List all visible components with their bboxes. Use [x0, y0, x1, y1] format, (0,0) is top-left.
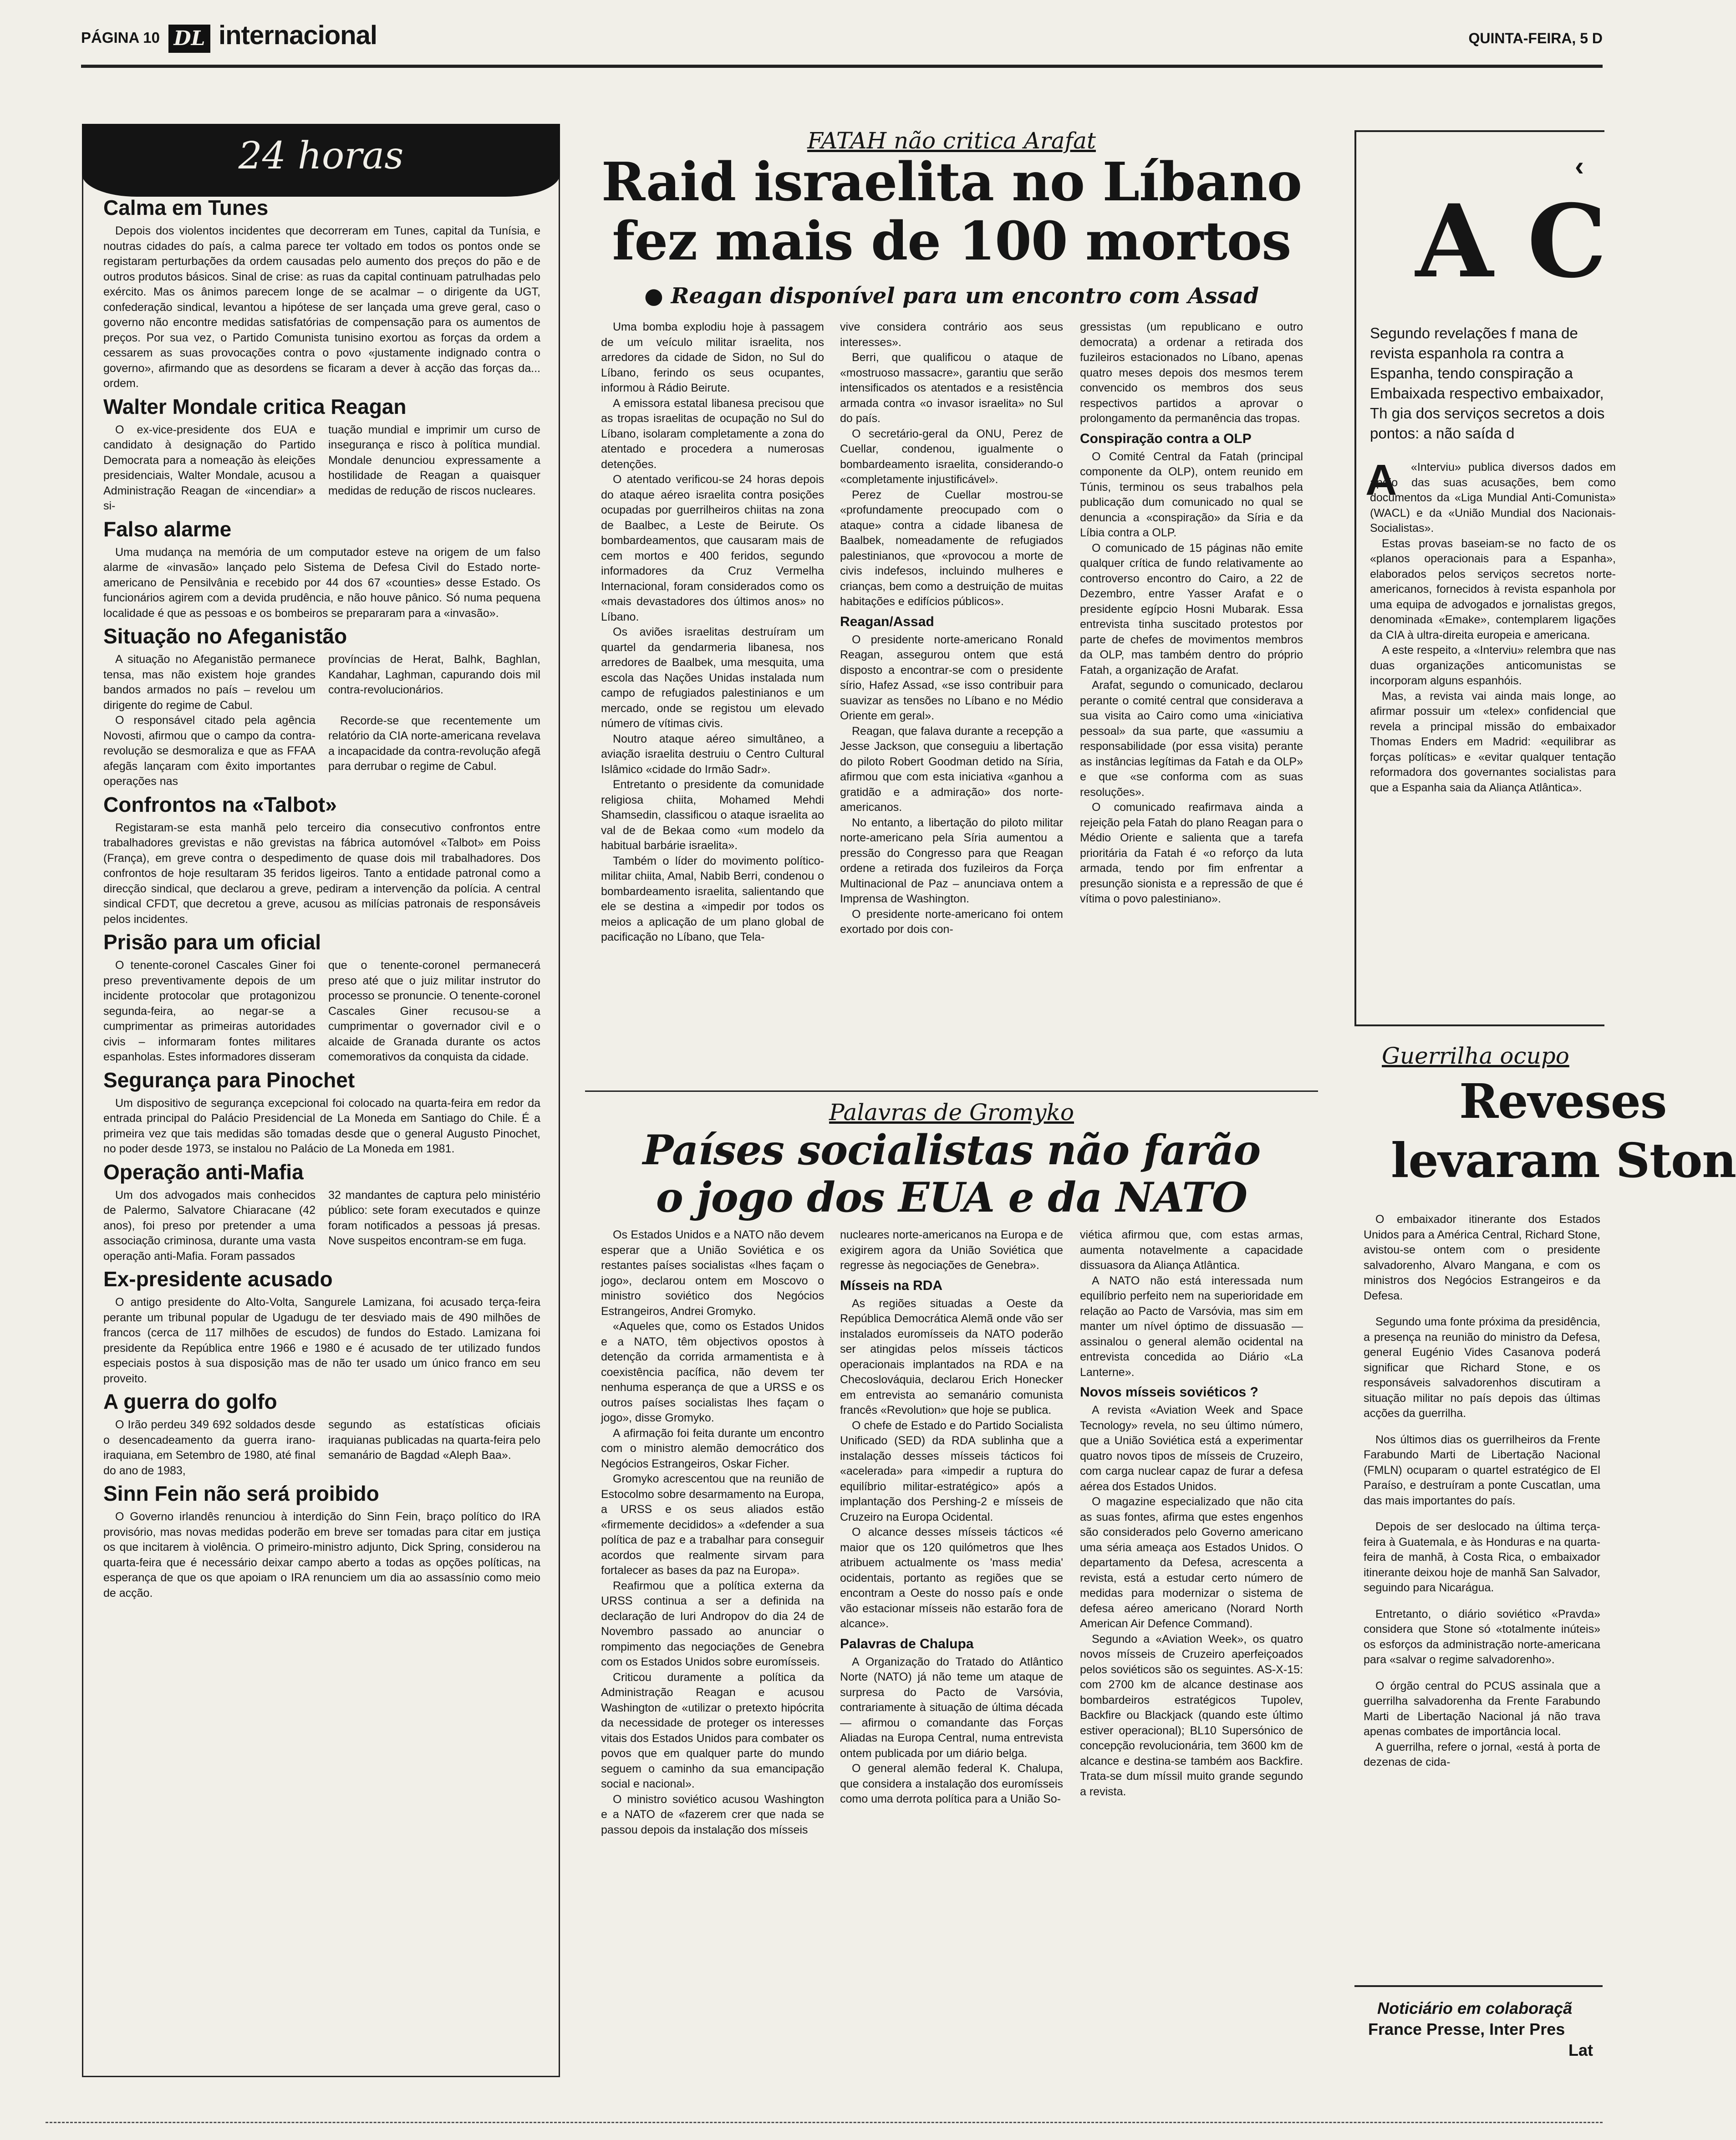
- paragraph: O tenente-coronel Cascales Giner foi preso preventivamente depois de um incidente protocolar que protagonizou segunda-feira, ao negar-se a cumprimentar as primeiras autoridades civis – informaram fontes militares espanholas. Estes informadores disseram: [103, 959, 316, 1063]
- paragraph: vive considera contrário aos seus interesses».: [840, 321, 1063, 349]
- story-subhead: Novos mísseis soviéticos ?: [1080, 1385, 1258, 1400]
- text-column: [103, 1188, 316, 1264]
- news-item-headline: Calma em Tunes: [103, 196, 269, 219]
- paragraph: Arafat, segundo o comunicado, declarou perante o comité central que considerava a sua visita ao Cairo como uma «iniciativa pessoal» da sua parte, que «assumiu a responsabilidade (por essa visita) perante as instâncias legítimas da Fatah e da OLP» e que «se conforma com as suas resoluções».: [1080, 679, 1303, 799]
- bottom-dotted-rule: [46, 2122, 1603, 2123]
- section-name: internacional: [219, 20, 377, 50]
- header-rule: [81, 65, 1603, 68]
- paragraph: As regiões situadas a Oeste da República Democrática Alemã onde vão ser instalados euromísseis da NATO poderão ser atingidas pelos mísseis tácticos operacionais implantados na RDA e na Checoslováquia, declarou Erich Honecker em entrevista ao semanário comunista francês «Revolution» que hoje se publica.: [840, 1297, 1063, 1416]
- news-item-headline: Operação anti-Mafia: [103, 1160, 304, 1184]
- page-date: QUINTA-FEIRA, 5 D: [1468, 30, 1603, 46]
- news-item-body: [103, 1417, 540, 1478]
- news-item-body: [103, 1096, 540, 1157]
- news-item: [103, 394, 540, 514]
- text-column: [103, 652, 316, 790]
- left-items: [103, 193, 540, 1601]
- paragraph: O atentado verificou-se 24 horas depois do ataque aéreo israelita contra posições ocupadas por guerrilheiros chiitas na zona de Baalbec, a Leste de Beirute. Os bombardeamentos, que causaram mais de cem mortos e 400 feridos, segundo informadores da Cruz Vermelha Internacional, foram considerados como os «mais devastadores dos últimos anos» no Líbano.: [601, 473, 824, 623]
- paragraph: A revista «Aviation Week and Space Tecnology» revela, no seu último número, que a União Soviética está a experimentar quatro novos tipos de mísseis de Cruzeiro, com carga nuclear capaz de furar a defesa aérea dos Estados Unidos.: [1080, 1404, 1303, 1493]
- story-divider: [585, 1090, 1318, 1092]
- news-item: [103, 930, 540, 1065]
- news-item: [103, 195, 540, 392]
- paragraph: O ministro soviético acusou Washington e a NATO de «fazerem crer que nada se passou depois da instalação dos mísseis: [601, 1793, 824, 1836]
- paragraph: A guerrilha, refere o jornal, «está à porta de dezenas de cida-: [1364, 1740, 1600, 1768]
- news-item-body: [103, 820, 540, 927]
- paragraph: Os Estados Unidos e a NATO não devem esperar que a União Soviética e os restantes países socialistas «lhes façam o jogo», declarou ontem em Moscovo o ministro soviético dos Negócios Estrangeiros, Andrei Gromyko.: [601, 1228, 824, 1318]
- news-item-body: [103, 423, 540, 514]
- story-subhead: Mísseis na RDA: [840, 1278, 943, 1293]
- story-column: [840, 1228, 1063, 1807]
- news-item-headline: A guerra do golfo: [103, 1390, 277, 1413]
- second-story: [583, 1093, 1320, 2135]
- story-headline: levaram Ston: [1391, 1132, 1736, 1188]
- paragraph: Um dispositivo de segurança excepcional foi colocado na quarta-feira em redor da entrada principal do Palácio Presidencial de La Moneda em Santiago do Chile. É a primeira vez que tais medidas são tomadas desde que o general Augusto Pinochet, no poder desde 1973, se instalou no Palácio de La Moneda em 1981.: [103, 1096, 540, 1155]
- news-item-body: [103, 545, 540, 622]
- news-item-body: [103, 1509, 540, 1601]
- paragraph: A este respeito, a «Interviu» relembra que nas duas organizações anticomunistas se incorporam alguns espanhóis.: [1370, 644, 1616, 687]
- paragraph: Segundo uma fonte próxima da presidência, a presença na reunião do ministro da Defesa, general Eugénio Vides Casanova poderá significar que Richard Stone, e os responsáveis salvadorenhos discutiram a situação militar no país depois das últimas acções da guerrilha.: [1364, 1315, 1600, 1420]
- news-item-headline: Ex-presidente acusado: [103, 1267, 333, 1291]
- paragraph: Estas provas baseiam-se no facto de os «planos operacionais para a Espanha», elaborados pelos serviços secretos norte-americanos, fornecidos à revista espanhola por uma equipa de advogados e jornalistas gregos, denominada «Emake», contemplarem ligações da CIA à ultra-direita europeia e americana.: [1370, 537, 1616, 642]
- paragraph: Segundo a «Aviation Week», os quatro novos mísseis de Cruzeiro aperfeiçoados pelos soviéticos são os seguintes. AS-X-15: com 2700 km de alcance destinase aos bombardeiros estratégicos Tupolev, Backfire ou Blackjack (quando este último estiver operacional); BL10 Supersónico de concepção revolucionária, tem 3600 km de alcance e destina-se também aos Backfire. Trata-se dum míssil muito grande segundo a revista.: [1080, 1632, 1303, 1798]
- news-item-headline: Sinn Fein não será proibido: [103, 1482, 379, 1505]
- paragraph: Reagan, que falava durante a recepção a Jesse Jackson, que conseguiu a libertação do piloto Robert Goodman detido na Síria, afirmou que com esta iniciativa «ganhou a gratidão e a admiração» dos norte-americanos.: [840, 724, 1063, 814]
- news-item-headline: Segurança para Pinochet: [103, 1068, 355, 1092]
- paragraph: Uma mudança na memória de um computador esteve na origem de um falso alarme de «invasão» lançado pelo Sistema de Defesa Civil do Estado norte-americano de Pensilvânia e recebido por 44 dos 67 «counties» desse Estado. Os funcionários agirem com a devida prudência, e não houve pânico. Só numa pequena localidade é que as pessoas e os bombeiros se prepararam para a «invasão».: [103, 545, 540, 620]
- story-kicker: Guerrilha ocupo: [1382, 1043, 1569, 1069]
- story-headline: Raid israelita no Líbano: [601, 151, 1302, 213]
- story-column: [1080, 320, 1303, 907]
- story-subhead: Reagan/Assad: [840, 614, 934, 629]
- paragraph: O embaixador itinerante dos Estados Unidos para a América Central, Richard Stone, avistou-se ontem com o presidente salvadorenho, Alvaro Mangana, e com os ministros dos Negócios Estrangeiros e da Defesa.: [1364, 1213, 1600, 1302]
- news-item-body: [103, 1188, 540, 1264]
- news-item-body: [103, 958, 540, 1065]
- paragraph: O chefe de Estado e do Partido Socialista Unificado (SED) da RDA sublinha que a instalação desses mísseis tácticos foi «acelerada» para «impedir a ruptura do equilíbrio militar-estratégico» após a implantação dos Pershing-2 e mísseis de Cruzeiro na Europa Ocidental.: [840, 1419, 1063, 1523]
- paragraph: O antigo presidente do Alto-Volta, Sangurele Lamizana, foi acusado terça-feira perante um tribunal popular de Ugadugu de ter desviado mais de 490 milhões de francos (cerca de 117 milhões de escudos) de fundos do Estado. Lamizana foi presidente da República entre 1966 e 1980 e é acusado de ter utilizado fundos especiais postos à sua disposição mas de não ter usado um único franco em seu proveito.: [103, 1296, 540, 1385]
- paragraph: Depois dos violentos incidentes que decorreram em Tunes, capital da Tunísia, e noutras cidades do país, a calma parece ter voltado em todos os pontos onde se registaram perturbações da ordem causadas pelo aumento dos preços do pão e de outros produtos básicos. Sinal de crise: as ruas da capital continuam patrulhadas pelo exército. Mas os ânimos parecem longe de se acalmar – o dirigente da UGT, confederação sindical, levantou a hipótese de ser lançada uma greve geral, caso o governo não encontre medidas satisfatórias de compensação para os aumentos de preços. Por sua vez, o Partido Comunista tunisino exortou as forças da ordem a cessarem as suas provocações contra o povo «justamente indignado contra o governo», afirmando que as desordens se ficaram a dever à acção das forças da... ordem.: [103, 224, 540, 390]
- paragraph: Reafirmou que a política externa da URSS continua a ser a definida na declaração de Iuri Andropov do dia 24 de Novembro passado ao anunciar o rompimento das negociações de Genebra com os Estados Unidos sobre euromísseis.: [601, 1579, 824, 1668]
- paragraph: Berri, que qualificou o ataque de «mostruoso massacre», garantiu que serão intensificados os atentados e a resistência armada contra «o invasor israelita» no Sul do país.: [840, 351, 1063, 425]
- paragraph: A NATO não está interessada num equilíbrio perfeito nem na superioridade em relação ao Pacto de Varsóvia, mas sim em manter um nível óptimo de dissuasão — assinalou o general alemão ocidental na entrevista concedida ao Diário «La Lanterne».: [1080, 1274, 1303, 1379]
- paragraph: «Interviu» publica diversos dados em apoio das suas acusações, bem como documentos da «Liga Mundial Anti-Comunista» (WACL) e da «União Mundial dos Nacionais-Socialistas».: [1370, 461, 1616, 535]
- box-24-horas: [82, 124, 560, 2077]
- story-column: [840, 320, 1063, 938]
- paragraph: viética afirmou que, com estas armas, aumenta notavelmente a capacidade dissuasora da Aliança Atlântica.: [1080, 1228, 1303, 1272]
- paragraph: A situação no Afeganistão permanece tensa, mas não existem hoje grandes bandos armados no país – revelou um dirigente do regime de Cabul.: [103, 653, 316, 712]
- page-number: PÁGINA 10: [81, 29, 160, 46]
- footer-rule: [1354, 1985, 1603, 1987]
- paragraph: 32 mandantes de captura pelo ministério público: sete foram executados e quinze foram notificados a pessoas já presas. Nove suspeitos encontram-se em fuga.: [328, 1188, 540, 1247]
- paragraph: A Organização do Tratado do Atlântico Norte (NATO) já não teme um ataque de surpresa do Pacto de Varsóvia, contrariamente à situação de última década — afirmou o comandante das Forças Aliadas na Europa Central, numa entrevista ontem publicada por um diário belga.: [840, 1655, 1063, 1760]
- paragraph: O comunicado de 15 páginas não emite qualquer crítica de fundo relativamente ao controverso encontro do Cairo, a 22 de Dezembro, entre Yasser Arafat e o presidente egípcio Hosni Mubarak. Essa entrevista tinha suscitado protestos por parte de chefes de movimentos membros da OLP, mas também dentro do próprio Fatah, a organização de Arafat.: [1080, 541, 1303, 677]
- logo: DL: [168, 25, 210, 53]
- paragraph: Também o líder do movimento político-militar chiita, Amal, Nabib Berri, condenou o bombardeamento israelita, salientando que ele se destina a «impedir por todos os meios a aplicação de um plano global de pacificação no Líbano, que Tela-: [601, 854, 824, 943]
- paragraph: gressistas (um republicano e outro democrata) a ordenar a retirada dos fuzileiros estacionados no Líbano, apenas quatro meses depois dos mesmos terem convencido os membros dos seus respectivos partidos a aprovar o prolongamento da permanência das tropas.: [1080, 321, 1303, 425]
- paragraph: Gromyko acrescentou que na reunião de Estocolmo sobre desarmamento na Europa, a URSS e os seus aliados estão «firmemente decididos» a «defender a sua política de paz e a trabalhar para conseguir acordos que realmente sirvam para fortalecer as bases da paz na Europa».: [601, 1473, 824, 1577]
- text-column: [103, 1417, 316, 1478]
- paragraph: que o tenente-coronel permanecerá preso até que o juiz militar instrutor do processo se pronuncie. O tenente-coronel Cascales Giner recusou-se a cumprimentar o governador civil e o alcaide de Granada durante os actos comemorativos da conquista da cidade.: [328, 959, 540, 1063]
- paragraph: Entretanto o presidente da comunidade religiosa chiita, Mohamed Mehdi Shamsedin, classificou o ataque israelita ao val de de Bekaa como «um modelo da habitual barbárie israelita».: [601, 778, 824, 852]
- paragraph: O secretário-geral da ONU, Perez de Cuellar, condenou, igualmente o bombardeamento israelita, considerando-o «completamente injustificável».: [840, 427, 1063, 486]
- paragraph: O órgão central do PCUS assinala que a guerrilha salvadorenha da Frente Farabundo Marti de Libertação Nacional já não trava apenas combates de importância local.: [1364, 1679, 1600, 1738]
- news-item-headline: Confrontos na «Talbot»: [103, 792, 337, 816]
- text-column: [328, 958, 540, 1065]
- paragraph: tuação mundial e imprimir um curso de insegurança e risco à política mundial. Mondale denunciou expressamente a hostilidade de Reagan a quaisquer medidas de redução de riscos nucleares.: [328, 423, 540, 497]
- paragraph: nucleares norte-americanos na Europa e de exigirem agora da União Soviética que regresse às negociações de Genebra».: [840, 1228, 1063, 1272]
- right-box-body: [1370, 460, 1616, 795]
- story-kicker: Palavras de Gromyko: [829, 1099, 1074, 1126]
- agency-credit: France Presse, Inter Pres: [1368, 2020, 1565, 2038]
- right-box: [1354, 130, 1616, 1026]
- paragraph: O Governo irlandês renunciou à interdição do Sinn Fein, braço político do IRA provisório, mas novas medidas poderão em breve ser tomadas para citar em justiça os que incitarem à violência. O primeiro-ministro adjunto, Dick Spring, considerou na quarta-feira que é necessário deixar campo aberto a todas as opções políticas, na esperança de que os que apoiam o IRA renunciem um dia ao assassínio como meio de acção.: [103, 1510, 540, 1600]
- story-headline: fez mais de 100 mortos: [612, 210, 1291, 272]
- page-header: [0, 0, 1603, 91]
- news-item: [103, 1389, 540, 1478]
- news-item-body: [103, 224, 540, 392]
- paragraph: O Comité Central da Fatah (principal componente da OLP), ontem reunido em Túnis, terminou os seus trabalhos pela publicação dum comunicado no qual se denuncia a «conspiração» da Síria e da Líbia contra a OLP.: [1080, 450, 1303, 539]
- story-column: [601, 320, 824, 945]
- box-24-horas-title: 24 horas: [238, 134, 404, 178]
- news-item: [103, 1481, 540, 1601]
- story-subhead: Palavras de Chalupa: [840, 1636, 974, 1651]
- text-column: [103, 958, 316, 1065]
- dropcap: A: [1365, 456, 1397, 504]
- news-item: [103, 1267, 540, 1386]
- news-item: [103, 792, 540, 927]
- right-box-headline: A C: [1415, 182, 1607, 300]
- paragraph: Mas, a revista vai ainda mais longe, ao afirmar possuir um «telex» confidencial que revela a principal missão do embaixador Thomas Enders em Madrid: «equilibrar as forças políticas» e «evitar qualquer tentação reformadora dos governantes socialistas para que a Espanha saia da Aliança Atlântica».: [1370, 689, 1616, 794]
- news-item-headline: Prisão para um oficial: [103, 930, 321, 954]
- paragraph: O general alemão federal K. Chalupa, que considera a instalação dos euromísseis como uma derrota política para a União So-: [840, 1762, 1063, 1805]
- paragraph: O Irão perdeu 349 692 soldados desde o desencadeamento da guerra irano-iraquiana, em Setembro de 1980, até final do ano de 1983,: [103, 1418, 316, 1477]
- news-item: [103, 1160, 540, 1264]
- paragraph: O ex-vice-presidente dos EUA e candidato à designação do Partido Democrata para a nomeação às eleições presidenciais, Walter Mondale, acusou a Administração Reagan de «incendiar» a si-: [103, 423, 316, 512]
- paragraph: A emissora estatal libanesa precisou que as tropas israelitas de ocupação no Sul do Líbano, isolaram completamente a zona do atentado e procedera a numerosas detenções.: [601, 397, 824, 471]
- story-column: [601, 1228, 824, 1838]
- paragraph: No entanto, a libertação do piloto militar norte-americano pela Síria aumentou a pressão do Congresso para que Reagan ordene a retirada dos fuzileiros da Força Multinacional de Paz – anunciava ontem a Imprensa de Washington.: [840, 816, 1063, 905]
- story-kicker: FATAH não critica Arafat: [807, 127, 1096, 154]
- paragraph: O presidente norte-americano foi ontem exortado por dois con-: [840, 907, 1063, 936]
- right-box-mark: ‹: [1575, 151, 1584, 181]
- story-column: [1080, 1228, 1303, 1799]
- news-item-headline: Situação no Afeganistão: [103, 624, 347, 648]
- story-headline: o jogo dos EUA e da NATO: [656, 1173, 1247, 1222]
- paragraph: A afirmação foi feita durante um encontro com o ministro alemão democrático dos Negócios Estrangeiros, Oskar Ficher.: [601, 1427, 824, 1470]
- paragraph: Uma bomba explodiu hoje à passagem de um veículo militar israelita, nos arredores da cidade de Sidon, no Sul do Líbano, ferindo os seus ocupantes, informou à Rádio Beirute.: [601, 321, 824, 394]
- paragraph: Criticou duramente a política da Administração Reagan e acusou Washington de «utilizar o pretexto hipócrita da necessidade de proteger os interesses vitais dos Estados Unidos para combater os povos que em qualquer parte do mundo seguem o caminho da sua emancipação social e nacional».: [601, 1671, 824, 1790]
- story-deck: ● Reagan disponível para um encontro com Assad: [644, 283, 1259, 309]
- paragraph: Noutro ataque aéreo simultâneo, a aviação israelita destruiu o Centro Cultural Islâmico «cidade do Irmão Sadr».: [601, 732, 824, 776]
- text-column: [328, 652, 540, 790]
- agency-credit: Lat: [1568, 2041, 1593, 2059]
- news-item-body: [103, 1295, 540, 1386]
- story-headline: Países socialistas não farão: [642, 1126, 1261, 1174]
- paragraph: «Aqueles que, como os Estados Unidos e a NATO, têm objectivos opostos à detenção da corrida armamentista e à coexistência pacífica, não devem ter nenhuma esperança de que a URSS e os outros países socialistas lhes façam o jogo», disse Gromyko.: [601, 1320, 824, 1424]
- paragraph: Perez de Cuellar mostrou-se «profundamente preocupado com o ataque» contra a cidade libanesa de Baalbek, nomeadamente de refugiados palestinianos, que «provocou a morte de civis indefesos, incluindo mulheres e crianças, bem como a destruição de muitas habitações e edifícios públicos».: [840, 488, 1063, 608]
- right-box-lead: Segundo revelações f mana de revista espanhola ra contra a Espanha, tendo conspiração a Embaixada respectivo embaixador, Th gia dos serviços secretos a dois pontos: a não saída d: [1370, 325, 1605, 442]
- news-item: [103, 517, 540, 622]
- right-story: [1354, 1038, 1736, 2135]
- paragraph: O comunicado reafirmava ainda a rejeição pela Fatah do plano Reagan para o Médio Oriente e salienta que a tarefa prioritária da Fatah é «o reforço da luta armada, tendo por fim enfrentar a presunção sionista e a repressão de que é vítima o povo palestiniano».: [1080, 801, 1303, 905]
- paragraph: O alcance desses mísseis tácticos «é maior que os 120 quilómetros que lhes atribuem actualmente os 'mass media' ocidentais, portanto as regiões que se encontram a Oeste do nosso país e onde vão estacionar mísseis não estarão fora de alcance».: [840, 1526, 1063, 1630]
- text-column: [103, 423, 316, 514]
- paragraph: O responsável citado pela agência Novosti, afirmou que o campo da contra-revolução se desmoraliza e que as FFAA afegãs lançaram com êxito importantes operações nas: [103, 714, 316, 788]
- story-subhead: Conspiração contra a OLP: [1080, 431, 1252, 446]
- paragraph: Depois de ser deslocado na última terça-feira à Guatemala, e às Honduras e na quarta-feira de manhã, à Costa Rica, o embaixador itinerante deixou hoje de manhã San Salvador, seguindo para Nicarágua.: [1364, 1520, 1600, 1594]
- news-item-headline: Walter Mondale critica Reagan: [103, 394, 407, 418]
- paragraph: Recorde-se que recentemente um relatório da CIA norte-americana revelava a incapacidade da contra-revolução afegã para derrubar o regime de Cabul.: [328, 714, 540, 773]
- news-item: [103, 624, 540, 790]
- text-column: [328, 1188, 540, 1264]
- paragraph: Registaram-se esta manhã pelo terceiro dia consecutivo confrontos entre trabalhadores grevistas e não grevistas na fábrica automóvel «Talbot» em Poiss (França), em greve contra o despedimento de quase dois mil trabalhadores. Dos confrontos de hoje resultaram 35 feridos ligeiros. Tanto a entidade patronal como a direcção sindical, que declarou a greve, pediram a intervenção da polícia. A central sindical CFDT, que decretou a greve, acusou as milícias patronais de responsáveis pelos incidentes.: [103, 821, 540, 926]
- paragraph: O presidente norte-americano Ronald Reagan, assegurou ontem que está disposto a encontrar-se com o presidente sírio, Hafez Assad, «se isso contribuir para suavizar as tensões no Líbano e no Médio Oriente em geral».: [840, 633, 1063, 722]
- paragraph: O magazine especializado que não cita as suas fontes, afirma que estes engenhos são considerados pelo Governo americano uma séria ameaça aos Estados Unidos. O departamento da Defesa, acrescenta a revista, está a estudar certo número de medidas para modernizar o sistema de defesa aéreo americano (Norard North American Air Defence Command).: [1080, 1495, 1303, 1630]
- top-story: [583, 123, 1320, 1079]
- news-item-body: [103, 652, 540, 790]
- paragraph: segundo as estatísticas oficiais iraquianas publicadas na quarta-feira pelo semanário de Bagdad «Aleph Baa».: [328, 1418, 540, 1462]
- story-column: [1364, 1212, 1600, 1770]
- agency-credit: Noticiário em colaboraçã: [1377, 1999, 1573, 2018]
- news-item-headline: Falso alarme: [103, 517, 232, 541]
- paragraph: províncias de Herat, Balhk, Baghlan, Kandahar, Laghman, capurando dois mil contra-revolucionários.: [328, 653, 540, 696]
- paragraph: Os aviões israelitas destruíram um quartel da gendarmeria libanesa, nos arredores de Baalbek, uma mesquita, uma escola das Nações Unidas instalada num campo de refugiados palestinianos e um mercado, onde se registou um elevado número de vítimas civis.: [601, 626, 824, 730]
- story-headline: Reveses: [1459, 1073, 1667, 1129]
- text-column: [328, 423, 540, 514]
- text-column: [328, 1417, 540, 1478]
- paragraph: Entretanto, o diário soviético «Pravda» considera que Stone só «totalmente inúteis» os esforços da administração norte-americana para «salvar o regime salvadorenho».: [1364, 1607, 1600, 1666]
- paragraph: Nos últimos dias os guerrilheiros da Frente Farabundo Marti de Libertação Nacional (FMLN) ocuparam o quartel estratégico de El Paraíso, e destruíram a ponte Cuscatlan, uma das mais importantes do país.: [1364, 1433, 1600, 1507]
- paragraph: Um dos advogados mais conhecidos de Palermo, Salvatore Chiaracane (42 anos), foi preso por pretender a uma associação criminosa, durante uma vasta operação anti-Mafia. Foram passados: [103, 1188, 316, 1263]
- news-item: [103, 1068, 540, 1157]
